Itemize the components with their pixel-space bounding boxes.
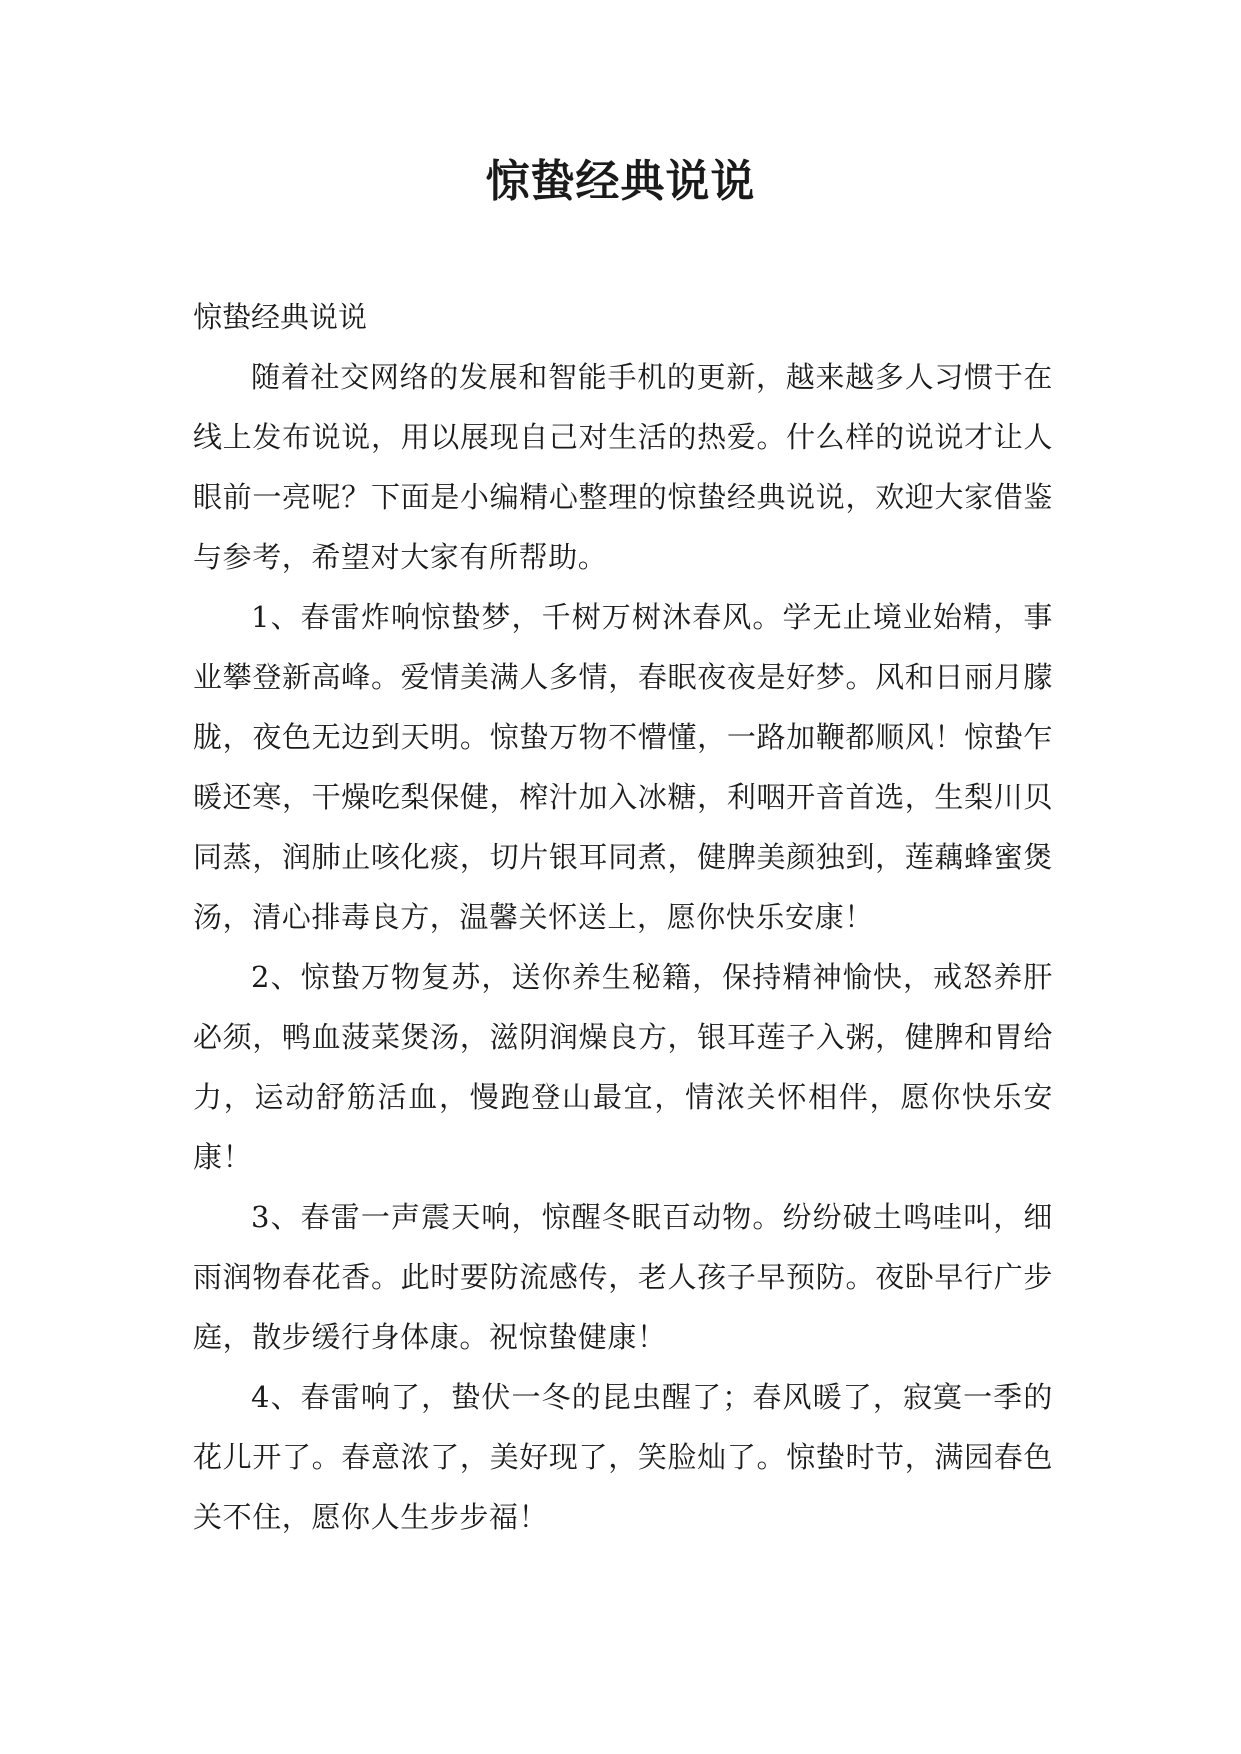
document-title: 惊蛰经典说说	[485, 156, 756, 207]
document-body	[193, 287, 1053, 1547]
quote-paragraph-1: 1、春雷炸响惊蛰梦，千树万树沐春风。学无止境业始精，事业攀登新高峰。爱情美满人多情，春眠夜夜是好梦。风和日丽月朦胧，夜色无边到天明。惊蛰万物不懵懂，一路加鞭都顺风！惊蛰乍暖还寒，干燥吃梨保健，榨汁加入冰糖，利咽开音首选，生梨川贝同蒸，润肺止咳化痰，切片银耳同煮，健脾美颜独到，莲藕蜂蜜煲汤，清心排毒良方，温馨关怀送上，愿你快乐安康！	[193, 600, 1053, 934]
document-subtitle: 惊蛰经典说说	[193, 300, 368, 334]
quote-paragraph-4: 4、春雷响了，蛰伏一冬的昆虫醒了；春风暖了，寂寞一季的花儿开了。春意浓了，美好现了，笑脸灿了。惊蛰时节，满园春色关不住，愿你人生步步福！	[193, 1380, 1053, 1534]
intro-paragraph: 随着社交网络的发展和智能手机的更新，越来越多人习惯于在线上发布说说，用以展现自己对生活的热爱。什么样的说说才让人眼前一亮呢？下面是小编精心整理的惊蛰经典说说，欢迎大家借鉴与参考，希望对大家有所帮助。	[193, 360, 1053, 574]
quote-paragraph-2: 2、惊蛰万物复苏，送你养生秘籍，保持精神愉快，戒怒养肝必须，鸭血菠菜煲汤，滋阴润燥良方，银耳莲子入粥，健脾和胃给力，运动舒筋活血，慢跑登山最宜，情浓关怀相伴，愿你快乐安康！	[193, 960, 1053, 1174]
quote-paragraph-3: 3、春雷一声震天响，惊醒冬眠百动物。纷纷破土鸣哇叫，细雨润物春花香。此时要防流感传，老人孩子早预防。夜卧早行广步庭，散步缓行身体康。祝惊蛰健康！	[193, 1200, 1053, 1354]
